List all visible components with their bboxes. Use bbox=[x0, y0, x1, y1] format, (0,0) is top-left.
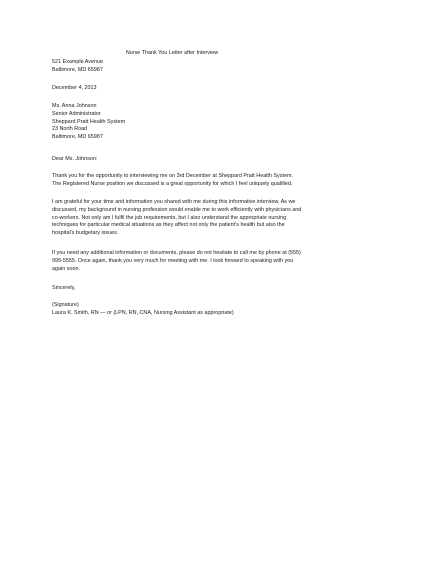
recipient-address bbox=[52, 103, 300, 142]
paragraph-2 bbox=[52, 199, 300, 238]
paragraph-line: discussed, my background in nursing profession would enable me to work efficiently with physicians and bbox=[52, 206, 302, 213]
recipient-line: Sheppard Pratt Health System bbox=[52, 118, 126, 125]
signature: (Signature) bbox=[52, 302, 79, 308]
signer-name: Laura K. Smith, RN — or (LPN, RN, CNA, Nursing Assistant as appropriate) bbox=[52, 309, 234, 316]
paragraph-line: The Registered Nurse position we discussed is a great opportunity for which I feel uniquely qualified. bbox=[52, 180, 293, 187]
recipient-line: Senior Administrator bbox=[52, 110, 101, 117]
sender-address-line: Baltimore, MD 65987 bbox=[52, 66, 103, 73]
paragraph-3 bbox=[52, 250, 300, 273]
recipient-line: Baltimore, MD 65987 bbox=[52, 134, 103, 141]
paragraph-line: 999-5555. Once again, thank you very much for meeting with me. I look forward to speaking with you bbox=[52, 257, 294, 264]
letter-title: Nurse Thank You Letter after Interview bbox=[125, 50, 219, 56]
paragraph-line: co-workers. Not only am I fulfil the job requirements, but I also understand the appropriate nursing bbox=[52, 214, 287, 221]
recipient-line: Ms. Anna Johnson bbox=[52, 103, 97, 109]
signature-block bbox=[52, 302, 300, 318]
paragraph-line: I am grateful for your time and information you shared with me during this informative interview. As we bbox=[52, 199, 296, 205]
salutation: Dear Ms. Johnson: bbox=[52, 156, 98, 162]
letter-date: December 4, 2013 bbox=[52, 85, 97, 91]
paragraph-line: If you need any additional information or documents, please do not hesitate to call me by phone at (555) bbox=[52, 250, 301, 256]
paragraph-1 bbox=[52, 173, 300, 189]
closing: Sincerely, bbox=[52, 285, 76, 291]
sender-address bbox=[52, 59, 300, 75]
recipient-line: 23 North Road bbox=[52, 126, 88, 133]
paragraph-line: techniques for particular medical situations as they affect not only the patient's health but also the bbox=[52, 222, 285, 229]
paragraph-line: Thank you for the opportunity to interviewing me on 3rd December at Sheppard Pratt Health System. bbox=[52, 173, 293, 179]
paragraph-line: hospital's budgetary issues. bbox=[52, 230, 119, 237]
sender-address-line: 521 Example Avenue bbox=[52, 59, 104, 65]
paragraph-line: again soon. bbox=[52, 265, 80, 272]
